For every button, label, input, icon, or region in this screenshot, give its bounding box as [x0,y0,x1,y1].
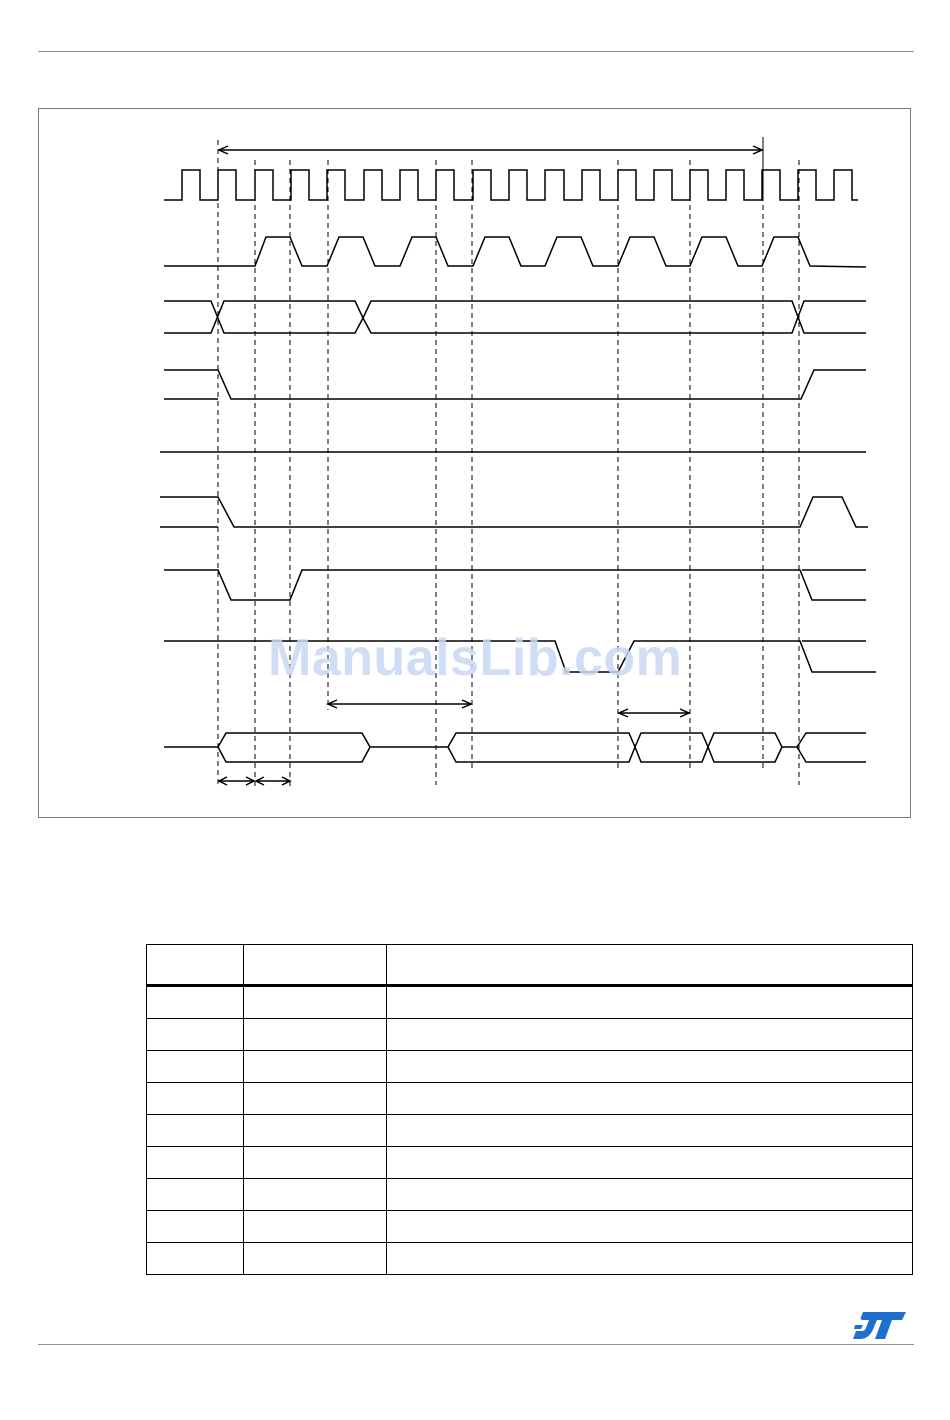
table-cell [387,1083,913,1115]
table-header-cell [244,945,387,986]
enable-waveform [160,497,868,527]
table-row [147,1179,913,1211]
table-row [147,1211,913,1243]
table-row [147,1243,913,1275]
table-cell [244,1211,387,1243]
data-bus-waveform [164,733,866,762]
table-row [147,1115,913,1147]
table-cell [244,1083,387,1115]
table-cell [147,1147,244,1179]
table-cell [387,1179,913,1211]
table-cell [147,1019,244,1051]
table-cell [244,1147,387,1179]
table-header-cell [387,945,913,986]
table-cell [244,986,387,1019]
table-cell [244,1179,387,1211]
st-logo-icon [852,1311,910,1341]
chip-select-waveform [164,370,866,399]
table-cell [147,1051,244,1083]
table-cell [147,1179,244,1211]
table-cell [147,1083,244,1115]
table-cell [147,1211,244,1243]
table-cell [244,1019,387,1051]
address-bus-waveform [164,301,866,333]
table-row [147,1019,913,1051]
watermark-text: ManualsLib.com [268,629,683,687]
clock-waveform [164,170,858,200]
timing-parameter-table [146,944,913,1275]
table-row [147,986,913,1019]
table-cell [387,986,913,1019]
table-cell [387,1243,913,1275]
table-cell [244,1051,387,1083]
table-cell [387,1211,913,1243]
table-row [147,1083,913,1115]
table-header-cell [147,945,244,986]
footer-rule [38,1344,914,1345]
address-valid-waveform [164,237,866,267]
table-cell [244,1115,387,1147]
table-row [147,1051,913,1083]
table-cell [387,1051,913,1083]
table-cell [387,1115,913,1147]
table-cell [147,1115,244,1147]
table-header-row [147,945,913,986]
write-strobe-waveform [164,570,866,600]
table-cell [147,1243,244,1275]
table-cell [244,1243,387,1275]
table-cell [147,986,244,1019]
table-cell [387,1147,913,1179]
data-hold-arrow [619,709,689,717]
table-cell [387,1019,913,1051]
latency-arrow [328,700,471,708]
table-row [147,1147,913,1179]
